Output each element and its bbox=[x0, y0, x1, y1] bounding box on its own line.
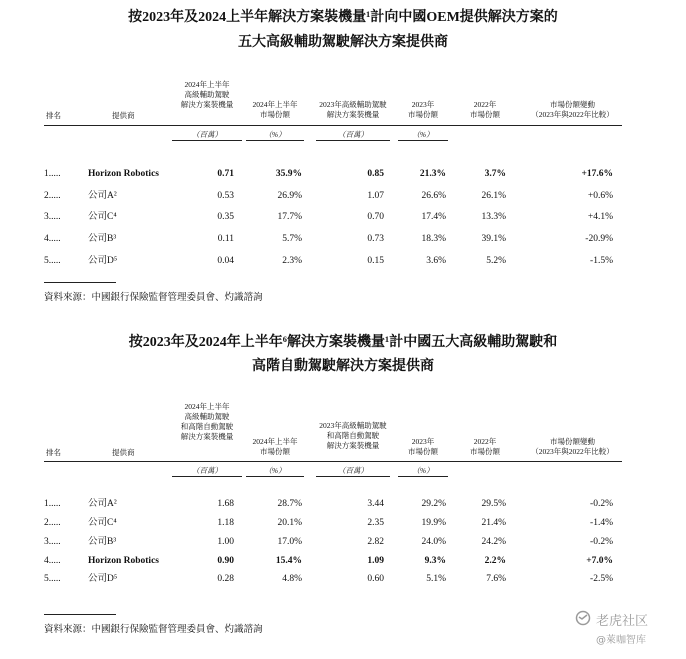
s2023-cell: 17.4% bbox=[421, 212, 446, 222]
v2023-cell: 1.09 bbox=[367, 556, 384, 566]
provider-cell: 公司C⁴ bbox=[88, 518, 117, 528]
provider-cell: 公司A² bbox=[88, 191, 117, 201]
s2023-cell: 9.3% bbox=[424, 556, 446, 566]
h2023-share-header: 2023年 市場份額 bbox=[408, 437, 438, 456]
rank-header: 排名 bbox=[46, 448, 61, 457]
rank-cell: 4..... bbox=[44, 234, 61, 244]
v2024-cell: 0.90 bbox=[217, 556, 234, 566]
change-cell: -0.2% bbox=[590, 537, 613, 547]
h2024-share-header: 2024年上半年 市場份額 bbox=[252, 100, 298, 119]
provider-cell: 公司D⁵ bbox=[88, 256, 118, 266]
s2023-cell: 26.6% bbox=[421, 191, 446, 201]
unit-label: （%） bbox=[264, 466, 286, 475]
rank-cell: 5..... bbox=[44, 574, 61, 584]
h2023-share-header: 2023年 市場份額 bbox=[408, 100, 438, 119]
v2023-cell: 0.60 bbox=[367, 574, 384, 584]
provider-cell: 公司B³ bbox=[88, 537, 117, 547]
table2-header-rule bbox=[44, 461, 622, 462]
v2024-cell: 1.18 bbox=[217, 518, 234, 528]
rank-cell: 3..... bbox=[44, 212, 61, 222]
table1-title-line2: 五大高級輔助駕駛解決方案提供商 bbox=[238, 35, 448, 50]
watermark-line1: 老虎社区 bbox=[596, 614, 649, 629]
rank-cell: 5..... bbox=[44, 256, 61, 266]
table2-title-line2: 高階自動駕駛解決方案提供商 bbox=[252, 359, 434, 374]
v2024-cell: 1.00 bbox=[217, 537, 234, 547]
rank-cell: 3..... bbox=[44, 537, 61, 547]
v2023-cell: 2.35 bbox=[367, 518, 384, 528]
provider-cell: Horizon Robotics bbox=[88, 556, 159, 566]
unit-label: （%） bbox=[412, 130, 434, 139]
h2023-volume-header: 2023年高級輔助駕駛 解決方案裝機量 bbox=[319, 100, 387, 119]
h2023-volume-header: 2023年高級輔助駕駛 和高階自動駕駛 解決方案裝機量 bbox=[319, 421, 387, 450]
change-cell: -2.5% bbox=[590, 574, 613, 584]
change-cell: -0.2% bbox=[590, 499, 613, 509]
provider-cell: 公司B³ bbox=[88, 234, 117, 244]
v2023-cell: 0.85 bbox=[367, 169, 384, 179]
v2023-cell: 2.82 bbox=[367, 537, 384, 547]
s2024-cell: 17.7% bbox=[277, 212, 302, 222]
s2023-cell: 19.9% bbox=[421, 518, 446, 528]
watermark-line2: @萊咖智库 bbox=[596, 635, 646, 646]
s2022-cell: 21.4% bbox=[481, 518, 506, 528]
source-divider bbox=[44, 282, 116, 283]
unit-label: （百萬） bbox=[192, 466, 222, 475]
s2024-cell: 28.7% bbox=[277, 499, 302, 509]
v2024-cell: 0.11 bbox=[217, 234, 234, 244]
s2022-cell: 13.3% bbox=[481, 212, 506, 222]
s2023-cell: 24.0% bbox=[421, 537, 446, 547]
unit-rule bbox=[172, 140, 242, 141]
change-cell: -1.4% bbox=[590, 518, 613, 528]
s2022-cell: 24.2% bbox=[481, 537, 506, 547]
v2024-cell: 0.71 bbox=[217, 169, 234, 179]
change-cell: -20.9% bbox=[585, 234, 613, 244]
s2022-cell: 39.1% bbox=[481, 234, 506, 244]
change-header: 市場份額變動 （2023年與2022年比較） bbox=[531, 100, 614, 119]
s2024-cell: 17.0% bbox=[277, 537, 302, 547]
table1-header-rule bbox=[44, 125, 622, 126]
h2024-share-header: 2024年上半年 市場份額 bbox=[252, 437, 298, 456]
s2023-cell: 29.2% bbox=[421, 499, 446, 509]
s2024-cell: 15.4% bbox=[275, 556, 302, 566]
rank-cell: 2..... bbox=[44, 191, 61, 201]
s2022-cell: 29.5% bbox=[481, 499, 506, 509]
change-header: 市場份額變動 （2023年與2022年比較） bbox=[531, 437, 614, 456]
provider-cell: 公司D⁵ bbox=[88, 574, 118, 584]
unit-label: （%） bbox=[412, 466, 434, 475]
table2-title-line1: 按2023年及2024年上半年⁶解決方案裝機量¹計中國五大高級輔助駕駛和 bbox=[128, 335, 558, 350]
rank-cell: 1..... bbox=[44, 169, 61, 179]
change-cell: -1.5% bbox=[590, 256, 613, 266]
rank-cell: 1..... bbox=[44, 499, 61, 509]
s2023-cell: 3.6% bbox=[426, 256, 446, 266]
v2023-cell: 0.15 bbox=[367, 256, 384, 266]
change-cell: +17.6% bbox=[581, 169, 613, 179]
v2024-cell: 0.28 bbox=[217, 574, 234, 584]
s2022-cell: 7.6% bbox=[486, 574, 506, 584]
v2023-cell: 1.07 bbox=[367, 191, 384, 201]
table1-source-note: 資料來源：中國銀行保險監督管理委員會、灼識諮詢 bbox=[44, 293, 263, 303]
s2022-cell: 26.1% bbox=[481, 191, 506, 201]
s2023-cell: 18.3% bbox=[421, 234, 446, 244]
s2022-cell: 2.2% bbox=[484, 556, 506, 566]
unit-rule bbox=[246, 476, 304, 477]
provider-cell: 公司A² bbox=[88, 499, 117, 509]
s2022-cell: 5.2% bbox=[486, 256, 506, 266]
s2023-cell: 5.1% bbox=[426, 574, 446, 584]
change-cell: +0.6% bbox=[587, 191, 613, 201]
table2-source-note: 資料來源：中國銀行保險監督管理委員會、灼識諮詢 bbox=[44, 625, 263, 635]
unit-label: （%） bbox=[264, 130, 286, 139]
unit-rule bbox=[172, 476, 242, 477]
change-cell: +4.1% bbox=[587, 212, 613, 222]
h2022-share-header: 2022年 市場份額 bbox=[470, 100, 500, 119]
rank-cell: 2..... bbox=[44, 518, 61, 528]
v2024-cell: 0.04 bbox=[217, 256, 234, 266]
s2023-cell: 21.3% bbox=[419, 169, 446, 179]
v2023-cell: 0.73 bbox=[367, 234, 384, 244]
s2024-cell: 35.9% bbox=[275, 169, 302, 179]
unit-rule bbox=[398, 140, 448, 141]
rank-cell: 4..... bbox=[44, 556, 61, 566]
provider-cell: 公司C⁴ bbox=[88, 212, 117, 222]
v2024-cell: 0.35 bbox=[217, 212, 234, 222]
s2024-cell: 2.3% bbox=[282, 256, 302, 266]
h2024-volume-header: 2024年上半年 高級輔助駕駛 和高階自動駕駛 解決方案裝機量 bbox=[180, 402, 234, 441]
s2024-cell: 5.7% bbox=[282, 234, 302, 244]
provider-header: 提供商 bbox=[112, 111, 135, 120]
v2024-cell: 1.68 bbox=[217, 499, 234, 509]
source-divider bbox=[44, 614, 116, 615]
v2023-cell: 0.70 bbox=[367, 212, 384, 222]
s2022-cell: 3.7% bbox=[484, 169, 506, 179]
s2024-cell: 26.9% bbox=[277, 191, 302, 201]
change-cell: +7.0% bbox=[586, 556, 613, 566]
unit-label: （百萬） bbox=[338, 130, 368, 139]
v2023-cell: 3.44 bbox=[367, 499, 384, 509]
unit-rule bbox=[316, 476, 390, 477]
rank-header: 排名 bbox=[46, 111, 61, 120]
table1-title-line1: 按2023年及2024上半年解決方案裝機量¹計向中國OEM提供解決方案的 bbox=[128, 10, 558, 25]
unit-rule bbox=[316, 140, 390, 141]
unit-rule bbox=[246, 140, 304, 141]
unit-rule bbox=[398, 476, 448, 477]
tiger-icon bbox=[573, 610, 593, 630]
s2024-cell: 4.8% bbox=[282, 574, 302, 584]
unit-label: （百萬） bbox=[192, 130, 222, 139]
s2024-cell: 20.1% bbox=[277, 518, 302, 528]
h2022-share-header: 2022年 市場份額 bbox=[470, 437, 500, 456]
v2024-cell: 0.53 bbox=[217, 191, 234, 201]
provider-header: 提供商 bbox=[112, 448, 135, 457]
h2024-volume-header: 2024年上半年 高級輔助駕駛 解決方案裝機量 bbox=[180, 80, 234, 109]
unit-label: （百萬） bbox=[338, 466, 368, 475]
provider-cell: Horizon Robotics bbox=[88, 169, 159, 179]
